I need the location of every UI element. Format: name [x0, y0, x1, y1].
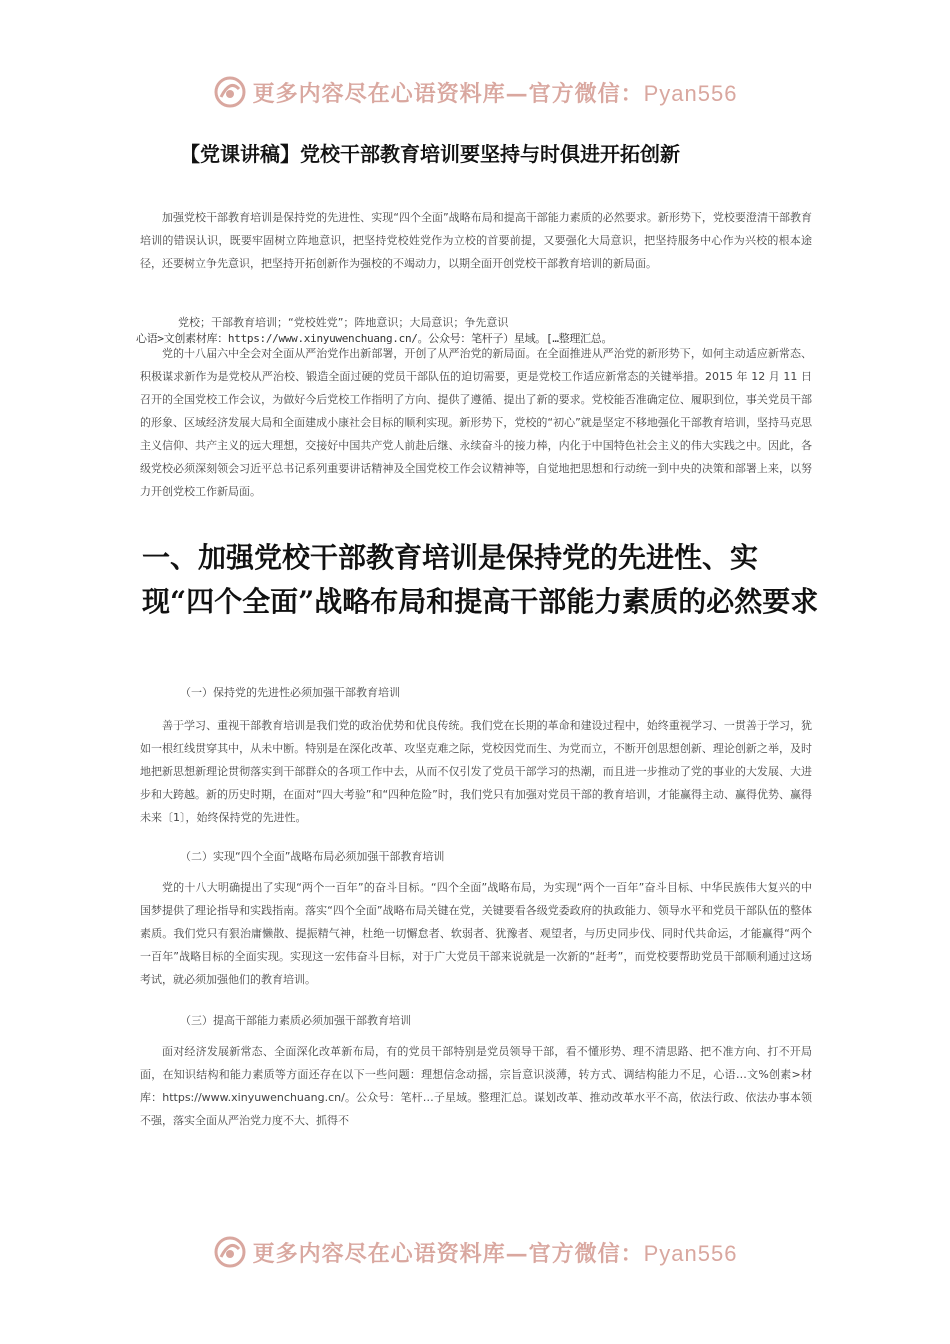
watermark-id: Pyan556	[643, 80, 738, 106]
watermark-id: Pyan556	[643, 1240, 738, 1266]
paragraph-1: 善于学习、重视干部教育培训是我们党的政治优势和优良传统。我们党在长期的革命和建设过程中，始终重视学习、一贯善于学习，犹如一根红线贯穿其中，从未中断。特别是在深化改革、攻坚克难之际，党校因党而生、为党而立，不断开创思想创新、理论创新之举，及时地把新思想新理论贯彻落实到干部群众的各项工作中去，从而不仅引发了党员干部学习的热潮，而且进一步推动了党的事业的大发展、大进步和大跨越。新的历史时期，在面对“四大考验”和“四种危险”时，我们党只有加强对党员干部的教育培训，才能赢得主动、赢得优势、赢得未来〔1〕，始终保持党的先进性。	[140, 719, 812, 824]
subheading-1: （一）保持党的先进性必须加强干部教育培训	[180, 686, 400, 699]
seal-logo-icon	[213, 1235, 247, 1269]
intro-paragraph: 党的十八届六中全会对全面从严治党作出新部署，开创了从严治党的新局面。在全面推进从严治党的新形势下，如何主动适应新常态、积极谋求新作为是党校从严治校、锻造全面过硬的党员干部队伍的迫切需要，更是党校工作适应新常态的关键举措。2015 年 12 月 11 日召开的全国党校工作会议，为做好今后党校工作指明了方向、提供了遵循、提出了新的要求。党校能否准确定位、履职到位，事关党员干部的形象、区域经济发展大局和全面建成小康社会目标的顺利实现。新形势下，党校的“初心”就是坚定不移地强化干部教育培训，坚持马克思主义信仰、共产主义的远大理想，交接好中国共产党人前赴后继、永续奋斗的接力棒，内化于中国特色社会主义的伟大实践之中。因此，各级党校必须深刻领会习近平总书记系列重要讲话精神及全国党校工作会议精神等，自觉地把思想和行动统一到中央的决策和部署上来，以努力开创党校工作新局面。	[140, 347, 812, 498]
keywords-line: 党校；干部教育培训；“党校姓党”；阵地意识；大局意识；争先意识	[178, 316, 509, 329]
section-heading-1: 一、加强党校干部教育培训是保持党的先进性、实现“四个全面”战略布局和提高干部能力素质的必然要求	[142, 541, 819, 618]
paragraph-3: 面对经济发展新常态、全面深化改革新布局，有的党员干部特别是党员领导干部，看不懂形势、理不清思路、把不准方向、打不开局面，在知识结构和能力素质等方面还存在以下一些问题：理想信念动摇，宗旨意识淡薄，转方式、调结构能力不足，心语…文%创素>材库：https://www.xinyuwenchuang.cn/。公众号：笔杆…子星域。整理汇总。谋划改革、推动改革水平不高，依法行政、依法办事本领不强，落实全面从严治党力度不大、抓得不	[140, 1045, 812, 1127]
paragraph-2: 党的十八大明确提出了实现“两个一百年”的奋斗目标。“四个全面”战略布局，为实现“两个一百年”奋斗目标、中华民族伟大复兴的中国梦提供了理论指导和实践指南。落实“四个全面”战略布局关键在党，关键要看各级党委政府的执政能力、领导水平和党员干部队伍的整体素质。我们党只有狠治庸懒散、提振精气神，杜绝一切懈怠者、软弱者、犹豫者、观望者，与历史同步伐、同时代共命运，才能赢得“两个一百年”战略目标的全面实现。实现这一宏伟奋斗目标，对于广大党员干部来说就是一次新的“赶考”，而党校要帮助党员干部顺利通过这场考试，就必须加强他们的教育培训。	[140, 881, 812, 986]
document-title: 【党课讲稿】党校干部教育培训要坚持与时俱进开拓创新	[180, 142, 680, 166]
abstract-paragraph: 加强党校干部教育培训是保持党的先进性、实现“四个全面”战略布局和提高干部能力素质的必然要求。新形势下，党校要澄清干部教育培训的错误认识，既要牢固树立阵地意识，把坚持党校姓党作为立校的首要前提，又要强化大局意识，把坚持服务中心作为兴校的根本途径，还要树立争先意识，把坚持开拓创新作为强校的不竭动力，以期全面开创党校干部教育培训的新局面。	[140, 211, 812, 270]
subheading-3: （三）提高干部能力素质必须加强干部教育培训	[180, 1014, 411, 1027]
subheading-2: （二）实现“四个全面”战略布局必须加强干部教育培训	[180, 850, 445, 863]
watermark-header	[0, 72, 950, 112]
source-line: 心语>文创素材库：https://www.xinyuwenchuang.cn/。公众号：笔杆子）星域。[…整理汇总。	[136, 332, 613, 345]
watermark-footer	[0, 1232, 950, 1272]
watermark-text: 更多内容尽在心语资料库—官方微信：Pyan556	[252, 80, 738, 107]
seal-logo-icon	[213, 75, 247, 109]
watermark-text: 更多内容尽在心语资料库—官方微信：Pyan556	[252, 1240, 738, 1267]
